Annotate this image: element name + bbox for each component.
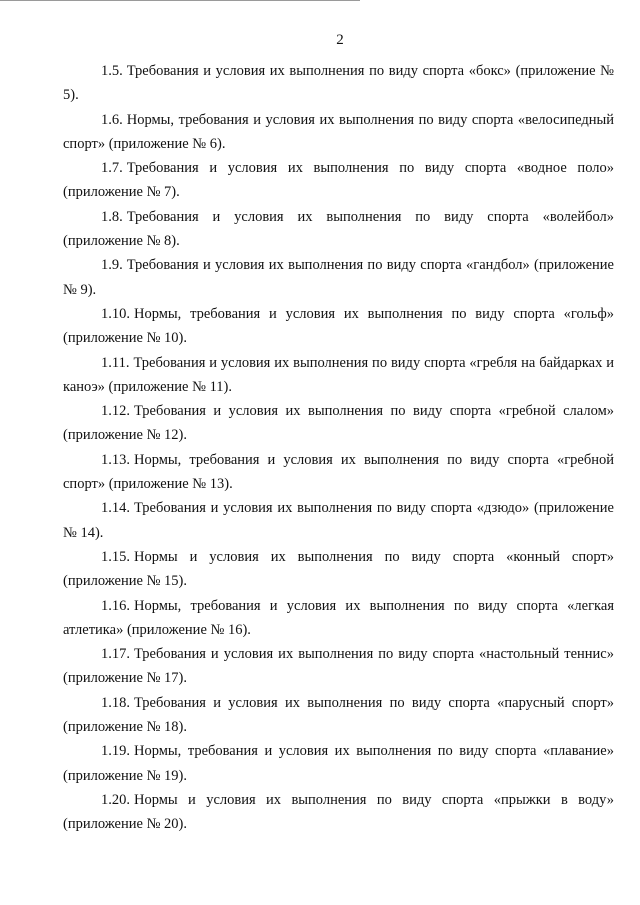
item-text: Требования и условия их выполнения по виду спорта «настольный теннис» (приложение № 17). <box>63 646 614 687</box>
item-number: 1.16. <box>101 597 130 614</box>
list-item-1-20 <box>63 788 614 836</box>
items-list <box>63 59 614 836</box>
item-number: 1.5. <box>101 63 123 79</box>
item-number: 1.10. <box>101 305 130 322</box>
list-item-1-15 <box>63 545 614 593</box>
item-number: 1.14. <box>101 500 130 517</box>
item-text: Требования и условия их выполнения по виду спорта «волейбол» (приложение № 8). <box>63 208 614 249</box>
list-item-1-16 <box>63 594 614 642</box>
item-text: Требования и условия их выполнения по виду спорта «парусный спорт» (приложение № 18). <box>63 694 614 735</box>
item-text: Нормы, требования и условия их выполнения по виду спорта «гольф» (приложение № 10). <box>63 305 614 347</box>
item-number: 1.15. <box>101 548 130 565</box>
list-item-1-13 <box>63 448 614 496</box>
list-item-1-10 <box>63 302 614 350</box>
item-text: Нормы и условия их выполнения по виду спорта «конный спорт» (приложение № 15). <box>63 548 614 590</box>
item-text: Нормы и условия их выполнения по виду спорта «прыжки в воду» (приложение № 20). <box>63 791 614 833</box>
item-text: Требования и условия их выполнения по виду спорта «гребля на байдарках и каноэ» (приложение № 11). <box>63 354 614 395</box>
list-item-1-5 <box>63 59 614 107</box>
page-number: 2 <box>336 32 344 48</box>
item-number: 1.17. <box>101 646 130 663</box>
list-item-1-9 <box>63 253 614 301</box>
item-text: Нормы, требования и условия их выполнения по виду спорта «велосипедный спорт» (приложение № 6). <box>63 111 614 152</box>
item-number: 1.18. <box>101 694 130 711</box>
list-item-1-11 <box>63 351 614 399</box>
item-text: Нормы, требования и условия их выполнения по виду спорта «легкая атлетика» (приложение № 16). <box>63 597 614 638</box>
item-number: 1.11. <box>101 354 130 371</box>
item-number: 1.8. <box>101 208 123 225</box>
list-item-1-17 <box>63 642 614 690</box>
item-number: 1.12. <box>101 403 130 420</box>
item-number: 1.9. <box>101 257 123 274</box>
list-item-1-6 <box>63 108 614 156</box>
item-text: Нормы, требования и условия их выполнения по виду спорта «плавание» (приложение № 19). <box>63 743 614 784</box>
list-item-1-12 <box>63 399 614 447</box>
item-text: Требования и условия их выполнения по виду спорта «гандбол» (приложение № 9). <box>63 257 614 298</box>
list-item-1-7 <box>63 156 614 204</box>
item-number: 1.7. <box>101 160 123 177</box>
item-number: 1.19. <box>101 743 130 760</box>
item-number: 1.20. <box>101 791 130 808</box>
item-number: 1.6. <box>101 111 123 128</box>
scan-top-rule <box>0 0 360 1</box>
item-text: Требования и условия их выполнения по виду спорта «дзюдо» (приложение № 14). <box>63 500 614 541</box>
list-item-1-8 <box>63 205 614 253</box>
item-text: Нормы, требования и условия их выполнения по виду спорта «гребной спорт» (приложение № 13). <box>63 451 614 492</box>
list-item-1-14 <box>63 496 614 544</box>
list-item-1-19 <box>63 739 614 787</box>
list-item-1-18 <box>63 691 614 739</box>
item-number: 1.13. <box>101 451 130 468</box>
item-text: Требования и условия их выполнения по виду спорта «гребной слалом» (приложение № 12). <box>63 403 614 444</box>
item-text: Требования и условия их выполнения по виду спорта «бокс» (приложение № 5). <box>63 63 614 104</box>
item-text: Требования и условия их выполнения по виду спорта «водное поло» (приложение № 7). <box>63 160 614 201</box>
